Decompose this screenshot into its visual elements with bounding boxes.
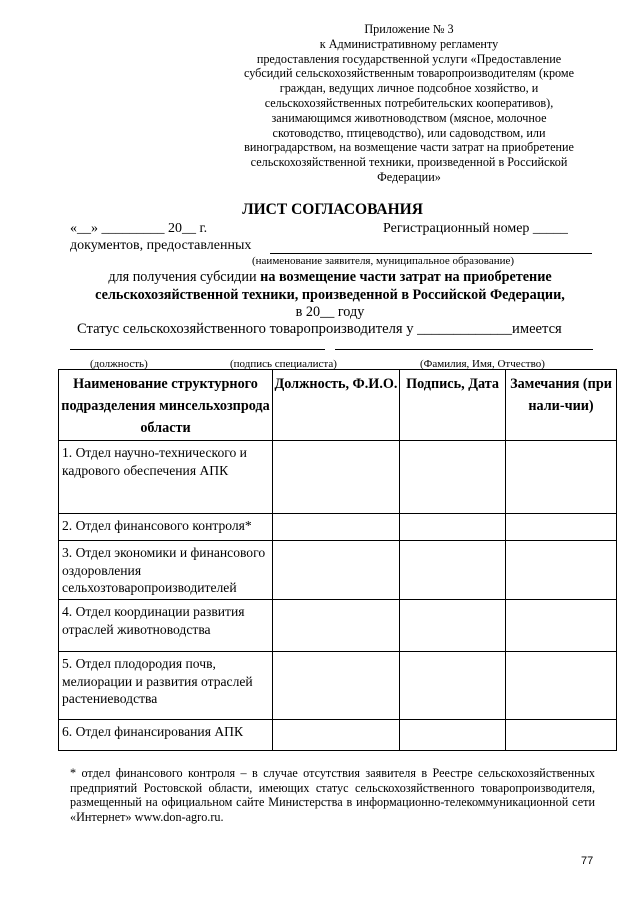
department-cell: 2. Отдел финансового контроля* xyxy=(59,514,273,541)
header-signature-date: Подпись, Дата xyxy=(400,370,506,441)
signature-cell[interactable] xyxy=(400,514,506,541)
purpose-prefix: для получения субсидии xyxy=(108,269,261,285)
documents-from-label: документов, предоставленных xyxy=(70,238,252,253)
table-row xyxy=(59,441,617,514)
department-cell: 5. Отдел плодородия почв, мелиорации и развития отраслей растениеводства xyxy=(59,652,273,720)
position-cell[interactable] xyxy=(273,514,400,541)
signature-cell[interactable] xyxy=(400,652,506,720)
table-row xyxy=(59,720,617,751)
department-cell: 3. Отдел экономики и финансового оздоровления сельхозтоваропроизводителей xyxy=(59,541,273,600)
department-cell: 4. Отдел координации развития отраслей животноводства xyxy=(59,600,273,652)
table-header-row xyxy=(59,370,617,441)
fullname-hint: (Фамилия, Имя, Отчество) xyxy=(420,358,545,370)
appendix-line: предоставления государственной услуги «Предоставление xyxy=(256,51,562,66)
subsidy-purpose xyxy=(60,269,600,322)
header-position-name: Должность, Ф.И.О. xyxy=(273,370,400,441)
applicant-hint: (наименование заявителя, муниципальное образование) xyxy=(252,255,515,267)
table-row xyxy=(59,600,617,652)
appendix-line: занимающимся животноводством (мясное, молочное xyxy=(271,110,547,125)
sheet-title: ЛИСТ СОГЛАСОВАНИЯ xyxy=(242,201,423,218)
appendix-line: субсидий сельскохозяйственным товаропроизводителям (кроме xyxy=(243,66,575,81)
table-row xyxy=(59,652,617,720)
appendix-line: Федерации» xyxy=(377,169,441,184)
date-field: «__» _________ 20__ г. xyxy=(70,221,208,236)
table-row xyxy=(59,541,617,600)
remarks-cell[interactable] xyxy=(506,441,617,514)
status-line: Статус сельскохозяйственного товаропроизводителя у _____________имеется xyxy=(77,321,562,337)
appendix-line: Приложение № 3 xyxy=(364,22,454,36)
header-department: Наименование структурного подразделения минсельхозпрода области xyxy=(59,370,273,441)
table-row xyxy=(59,514,617,541)
appendix-line: к Административному регламенту xyxy=(319,36,499,51)
position-cell[interactable] xyxy=(273,541,400,600)
appendix-line: виноградарством, на возмещение части затрат на приобретение xyxy=(244,140,574,155)
remarks-cell[interactable] xyxy=(506,541,617,600)
position-cell[interactable] xyxy=(273,652,400,720)
approval-table xyxy=(58,369,617,751)
remarks-cell[interactable] xyxy=(506,652,617,720)
appendix-line: сельскохозяйственных потребительских кооперативов), xyxy=(264,95,554,110)
applicant-blank-line xyxy=(270,253,592,254)
department-cell: 1. Отдел научно-технического и кадрового обеспечения АПК xyxy=(59,441,273,514)
position-cell[interactable] xyxy=(273,720,400,751)
purpose-bold-2: сельскохозяйственной техники, произведенной в Российской Федерации, xyxy=(95,286,565,303)
registration-number: Регистрационный номер _____ xyxy=(383,221,568,236)
remarks-cell[interactable] xyxy=(506,514,617,541)
signature-blank-right xyxy=(335,349,593,350)
remarks-cell[interactable] xyxy=(506,720,617,751)
signature-cell[interactable] xyxy=(400,541,506,600)
appendix-header xyxy=(228,22,590,185)
department-cell: 6. Отдел финансирования АПК xyxy=(59,720,273,751)
appendix-line: сельскохозяйственной техники, произведенной в Российской xyxy=(250,155,568,170)
header-remarks: Замечания (при нали-чии) xyxy=(506,370,617,441)
signature-cell[interactable] xyxy=(400,720,506,751)
position-cell[interactable] xyxy=(273,441,400,514)
footnote: * отдел финансового контроля – в случае отсутствия заявителя в Реестре сельскохозяйственных предприятий Ростовской области, имеющих статус сельскохозяйственного товаропроизводителя, размещенный на официальном сайте Министерства в информационно-телекоммуникационной сети «Интернет» www.don-agro.ru. xyxy=(70,766,595,824)
purpose-bold-1: на возмещение части затрат на приобретение xyxy=(260,269,552,285)
signature-cell[interactable] xyxy=(400,441,506,514)
position-cell[interactable] xyxy=(273,600,400,652)
purpose-year: в 20__ году xyxy=(295,304,365,320)
appendix-line: скотоводство, птицеводство), или садоводством, или xyxy=(272,125,546,140)
signature-hint: (подпись специалиста) xyxy=(230,358,337,370)
remarks-cell[interactable] xyxy=(506,600,617,652)
page-number: 77 xyxy=(581,855,594,867)
position-hint: (должность) xyxy=(90,358,148,370)
signature-cell[interactable] xyxy=(400,600,506,652)
signature-blank-left xyxy=(70,349,325,350)
appendix-line: граждан, ведущих личное подсобное хозяйство, и xyxy=(279,81,539,96)
